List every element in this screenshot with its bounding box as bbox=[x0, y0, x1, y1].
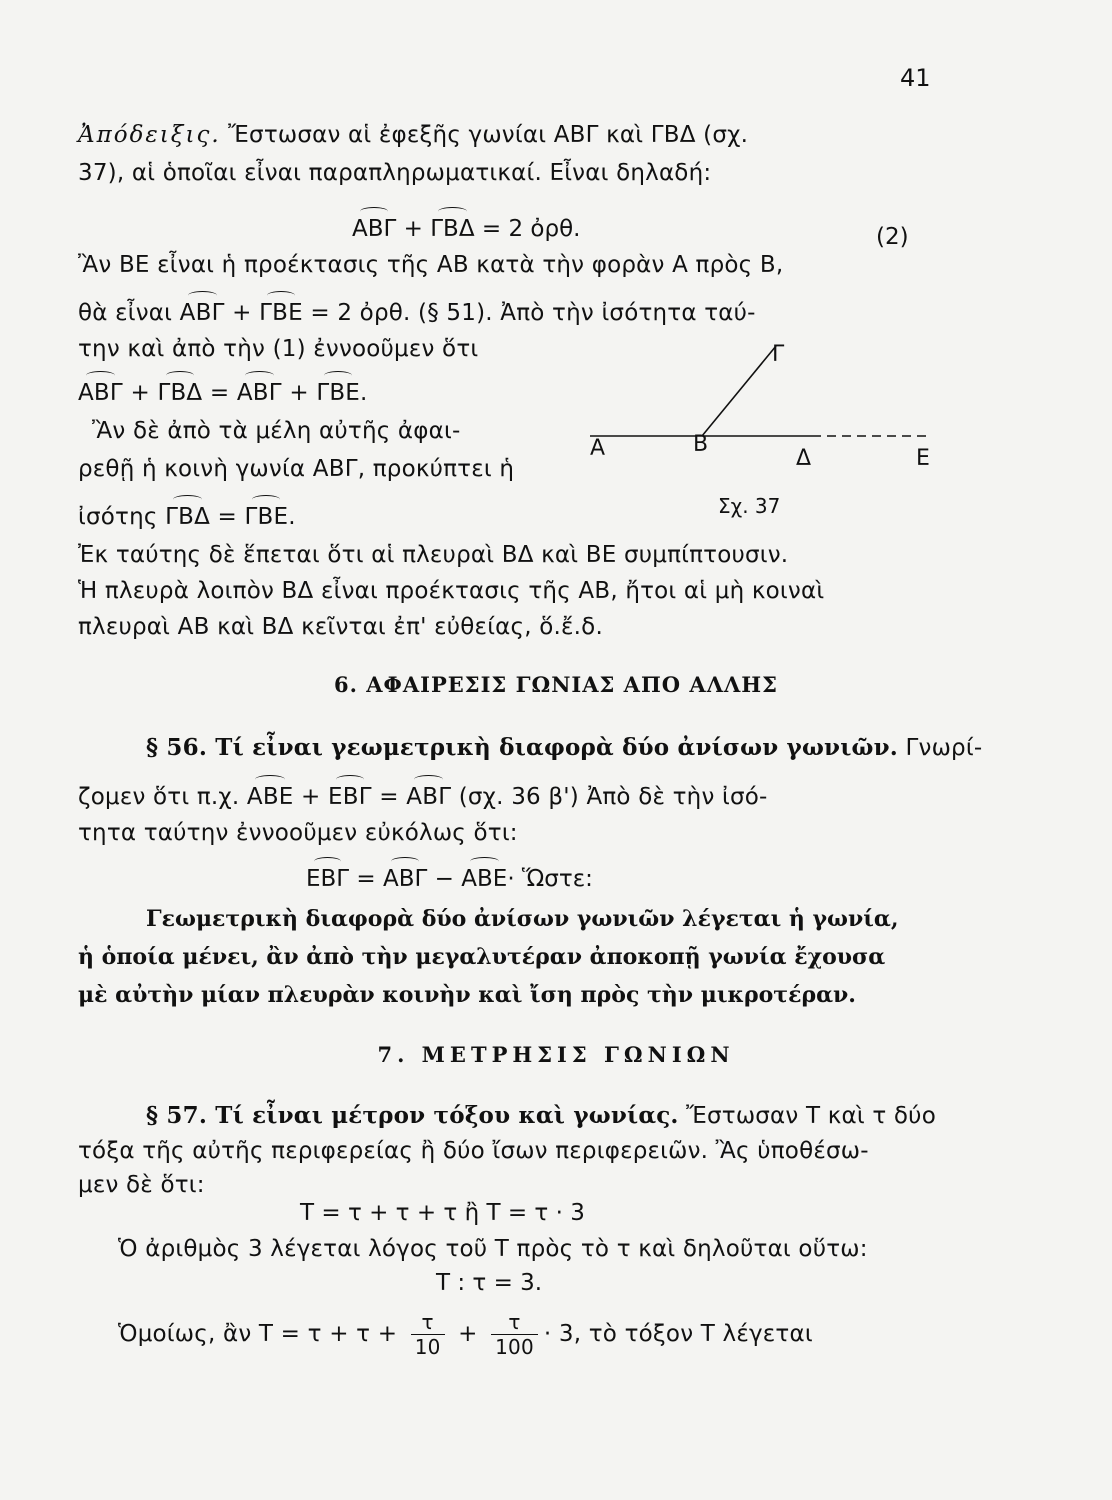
paragraph-57-line-5: Ὁμοίως, ἂν Τ = τ + τ + $\frac{\tau}{10}$ + $\frac{\tau}{100}$ · 3, τὸ τόξον Τ λέγεται bbox=[118, 1310, 813, 1359]
ray-bg bbox=[702, 346, 776, 436]
proof-line-8: ἰσότης ΓΒΔ = ΓΒΕ. bbox=[78, 504, 296, 530]
proof-line-6: Ἂν δὲ ἀπὸ τὰ μέλη αὐτῆς ἀφαι- bbox=[92, 418, 461, 444]
figure-label-e: Ε bbox=[916, 446, 930, 471]
section-7-heading: 7. ΜΕΤΡΗΣΙΣ ΓΩΝΙΩΝ bbox=[377, 1042, 735, 1067]
definition-line-3: μὲ αὐτὴν μίαν πλευρὰν κοινὴν καὶ ἴση πρὸς τὴν μικροτέραν. bbox=[78, 982, 856, 1008]
paragraph-56-line-1: § 56. Τί εἶναι γεωμετρικὴ διαφορὰ δύο ἀνίσων γωνιῶν. Γνωρί- bbox=[146, 734, 983, 761]
proof-line-10: Ἡ πλευρὰ λοιπὸν ΒΔ εἶναι προέκτασις τῆς ΑΒ, ἤτοι αἱ μὴ κοιναὶ bbox=[78, 578, 825, 604]
fraction-tau-10: $\frac{\tau}{10}$ bbox=[411, 1310, 445, 1359]
page-number: 41 bbox=[900, 64, 931, 92]
proof-line-3: Ἂν ΒΕ εἶναι ἡ προέκτασις τῆς ΑΒ κατὰ τὴν φορὰν Α πρὸς Β, bbox=[78, 252, 784, 278]
proof-line-2: 37), αἱ ὁποῖαι εἶναι παραπληρωματικαί. Εἶναι δηλαδή: bbox=[78, 160, 712, 186]
fraction-tau-100: $\frac{\tau}{100}$ bbox=[491, 1310, 538, 1359]
paragraph-57-line-3: μεν δὲ ὅτι: bbox=[78, 1172, 205, 1198]
ratio-equation-2: Τ : τ = 3. bbox=[436, 1270, 543, 1296]
proof-line-1: Ἀπόδειξις. Ἔστωσαν αἱ ἐφεξῆς γωνίαι ΑΒΓ καὶ ΓΒΔ (σχ. bbox=[78, 122, 749, 148]
paragraph-56-line-3: τητα ταύτην ἐννοοῦμεν εὐκόλως ὅτι: bbox=[78, 820, 518, 846]
equation-2: ΑΒΓ + ΓΒΔ = 2 ὀρθ. bbox=[352, 216, 581, 242]
figure-label-b: Β bbox=[693, 432, 709, 457]
proof-line-9: Ἐκ ταύτης δὲ ἕπεται ὅτι αἱ πλευραὶ ΒΔ καὶ ΒΕ συμπίπτουσιν. bbox=[78, 542, 789, 568]
paragraph-57-line-4: Ὁ ἀριθμὸς 3 λέγεται λόγος τοῦ Τ πρὸς τὸ τ καὶ δηλοῦται οὕτω: bbox=[118, 1236, 868, 1262]
ratio-equation-1: Τ = τ + τ + τ ἢ Τ = τ · 3 bbox=[300, 1200, 585, 1226]
figure-37-diagram bbox=[580, 340, 940, 480]
definition-line-2: ἡ ὁποία μένει, ἂν ἀπὸ τὴν μεγαλυτέραν ἀποκοπῇ γωνία ἔχουσα bbox=[78, 944, 886, 970]
difference-equation: ΕΒΓ = ΑΒΓ − ΑΒΕ· Ὥστε: bbox=[306, 866, 593, 892]
figure-caption: Σχ. 37 bbox=[718, 494, 781, 518]
definition-line-1: Γεωμετρικὴ διαφορὰ δύο ἀνίσων γωνιῶν λέγεται ἡ γωνία, bbox=[146, 906, 899, 932]
paragraph-57-line-2: τόξα τῆς αὐτῆς περιφερείας ἢ δύο ἴσων περιφερειῶν. Ἂς ὑποθέσω- bbox=[78, 1138, 869, 1164]
paragraph-56-line-2: ζομεν ὅτι π.χ. ΑΒΕ + ΕΒΓ = ΑΒΓ (σχ. 36 β') Ἀπὸ δὲ τὴν ἰσό- bbox=[78, 784, 768, 810]
proof-label: Ἀπόδειξις. bbox=[78, 122, 221, 148]
equation-3: ΑΒΓ + ΓΒΔ = ΑΒΓ + ΓΒΕ. bbox=[78, 380, 368, 406]
proof-line-4: θὰ εἶναι ΑΒΓ + ΓΒΕ = 2 ὀρθ. (§ 51). Ἀπὸ τὴν ἰσότητα ταύ- bbox=[78, 300, 756, 326]
section-6-heading: 6. ΑΦΑΙΡΕΣΙΣ ΓΩΝΙΑΣ ΑΠΟ ΑΛΛΗΣ bbox=[334, 672, 778, 697]
proof-line-11: πλευραὶ ΑΒ καὶ ΒΔ κεῖνται ἐπ' εὐθείας, ὅ.ἔ.δ. bbox=[78, 614, 603, 640]
equation-number: (2) bbox=[876, 224, 909, 250]
figure-label-c: Γ bbox=[772, 342, 785, 367]
proof-line-7: ρεθῇ ἡ κοινὴ γωνία ΑΒΓ, προκύπτει ἡ bbox=[78, 456, 515, 482]
proof-line-5: την καὶ ἀπὸ τὴν (1) ἐννοοῦμεν ὅτι bbox=[78, 336, 479, 362]
figure-label-d: Δ bbox=[796, 446, 812, 471]
figure-label-a: Α bbox=[590, 436, 606, 461]
paragraph-57-line-1: § 57. Τί εἶναι μέτρον τόξου καὶ γωνίας. Ἔστωσαν Τ καὶ τ δύο bbox=[146, 1102, 936, 1129]
